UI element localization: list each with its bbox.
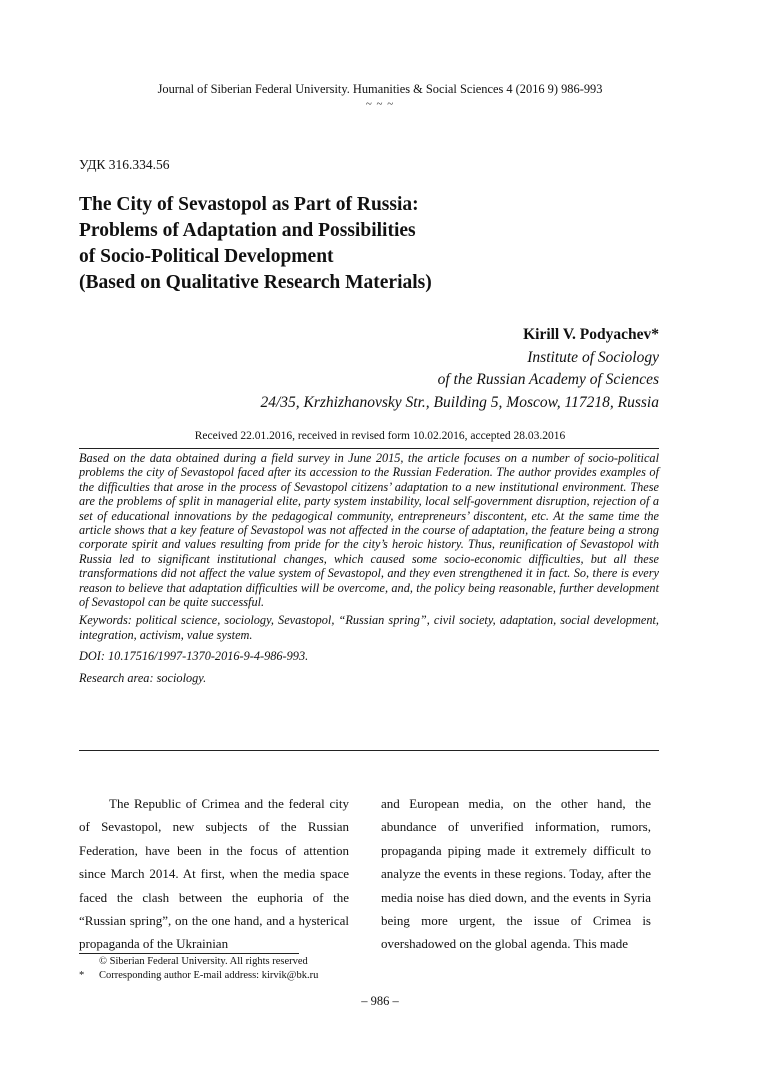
- received-dates: Received 22.01.2016, received in revised form 10.02.2016, accepted 28.03.2016: [194, 430, 566, 442]
- udk-code: УДК 316.334.56: [79, 157, 170, 172]
- title-line: of Socio-Political Development: [79, 246, 334, 267]
- affiliation-line: of the Russian Academy of Sciences: [437, 371, 659, 388]
- abstract-top-rule: [79, 448, 659, 449]
- title-line: The City of Sevastopol as Part of Russia:: [79, 194, 419, 215]
- article-title: [79, 192, 679, 296]
- research-area: Research area: sociology.: [79, 670, 207, 685]
- affiliation-line: Institute of Sociology: [527, 348, 659, 366]
- corresponding-text: Corresponding author E-mail address: kirvik@bk.ru: [99, 970, 319, 981]
- abstract-block: [79, 451, 659, 685]
- header-separator: ~ ~ ~: [365, 98, 395, 110]
- copyright-note: © Siberian Federal University. All rights reserved: [99, 956, 308, 967]
- title-line: Problems of Adaptation and Possibilities: [79, 220, 416, 241]
- journal-header: Journal of Siberian Federal University. Humanities & Social Sciences 4 (2016 9) 986-993: [157, 82, 603, 96]
- body-column-right: [381, 792, 651, 956]
- page-number: – 986 –: [361, 994, 399, 1008]
- abstract-bottom-rule: [79, 750, 659, 751]
- corresponding-note: [79, 969, 579, 983]
- abstract-text: Based on the data obtained during a field survey in June 2015, the article focuses on a number of socio-political problems the city of Sevastopol faced after its accession to the Russian Federation. The author provides examples of the difficulties that arose in the process of Sevastopol citizens’ adaptation to a new institutional environment. These are the problems of split in managerial elite, party system instability, local self-government disruption, rejection of a set of educational innovations by the pedagogical community, entrepreneurs’ discontent, etc. At the same time the article shows that a key feature of Sevastopol was not affected in the course of adaptation, the feature being a strong corporate spirit and values resulting from pride for the city’s heroic history. Thus, reunification of Sevastopol with Russia led to significant institutional changes, which caused some socio-economic difficulties, but all these transformations did not affect the value system of Sevastopol, and they even strengthened it in fact. So, there is every reason to believe that adaptation difficulties will be overcome, and, the policy being reasonable, further development of Sevastopol can be quite successful.: [79, 451, 659, 610]
- body-column-left: [79, 792, 349, 956]
- author-block: [260, 324, 659, 414]
- footnote-mark: *: [79, 970, 85, 981]
- author-name: Kirill V. Podyachev*: [523, 326, 659, 343]
- footnotes: [79, 955, 579, 983]
- doi: DOI: 10.17516/1997-1370-2016-9-4-986-993.: [79, 649, 309, 664]
- body-paragraph: and European media, on the other hand, the abundance of unverified information, rumors, propaganda piping made it extremely difficult to analyze the events in these regions. Today, after the media noise has died down, and the events in Syria being more urgent, the issue of Crimea is overshadowed on the global agenda. This made: [381, 796, 651, 952]
- footnote-rule: [79, 953, 299, 954]
- affiliation-line: 24/35, Krzhizhanovsky Str., Building 5, Moscow, 117218, Russia: [260, 393, 659, 411]
- keywords: Keywords: political science, sociology, Sevastopol, “Russian spring”, civil society, adaptation, social development, integration, activism, value system.: [79, 613, 659, 642]
- body-paragraph: The Republic of Crimea and the federal city of Sevastopol, new subjects of the Russian Federation, have been in the focus of attention since March 2014. At first, when the media space faced the clash between the euphoria of the “Russian spring”, on the one hand, and a hysterical propaganda of the Ukrainian: [79, 796, 349, 952]
- title-line: (Based on Qualitative Research Materials): [79, 272, 432, 293]
